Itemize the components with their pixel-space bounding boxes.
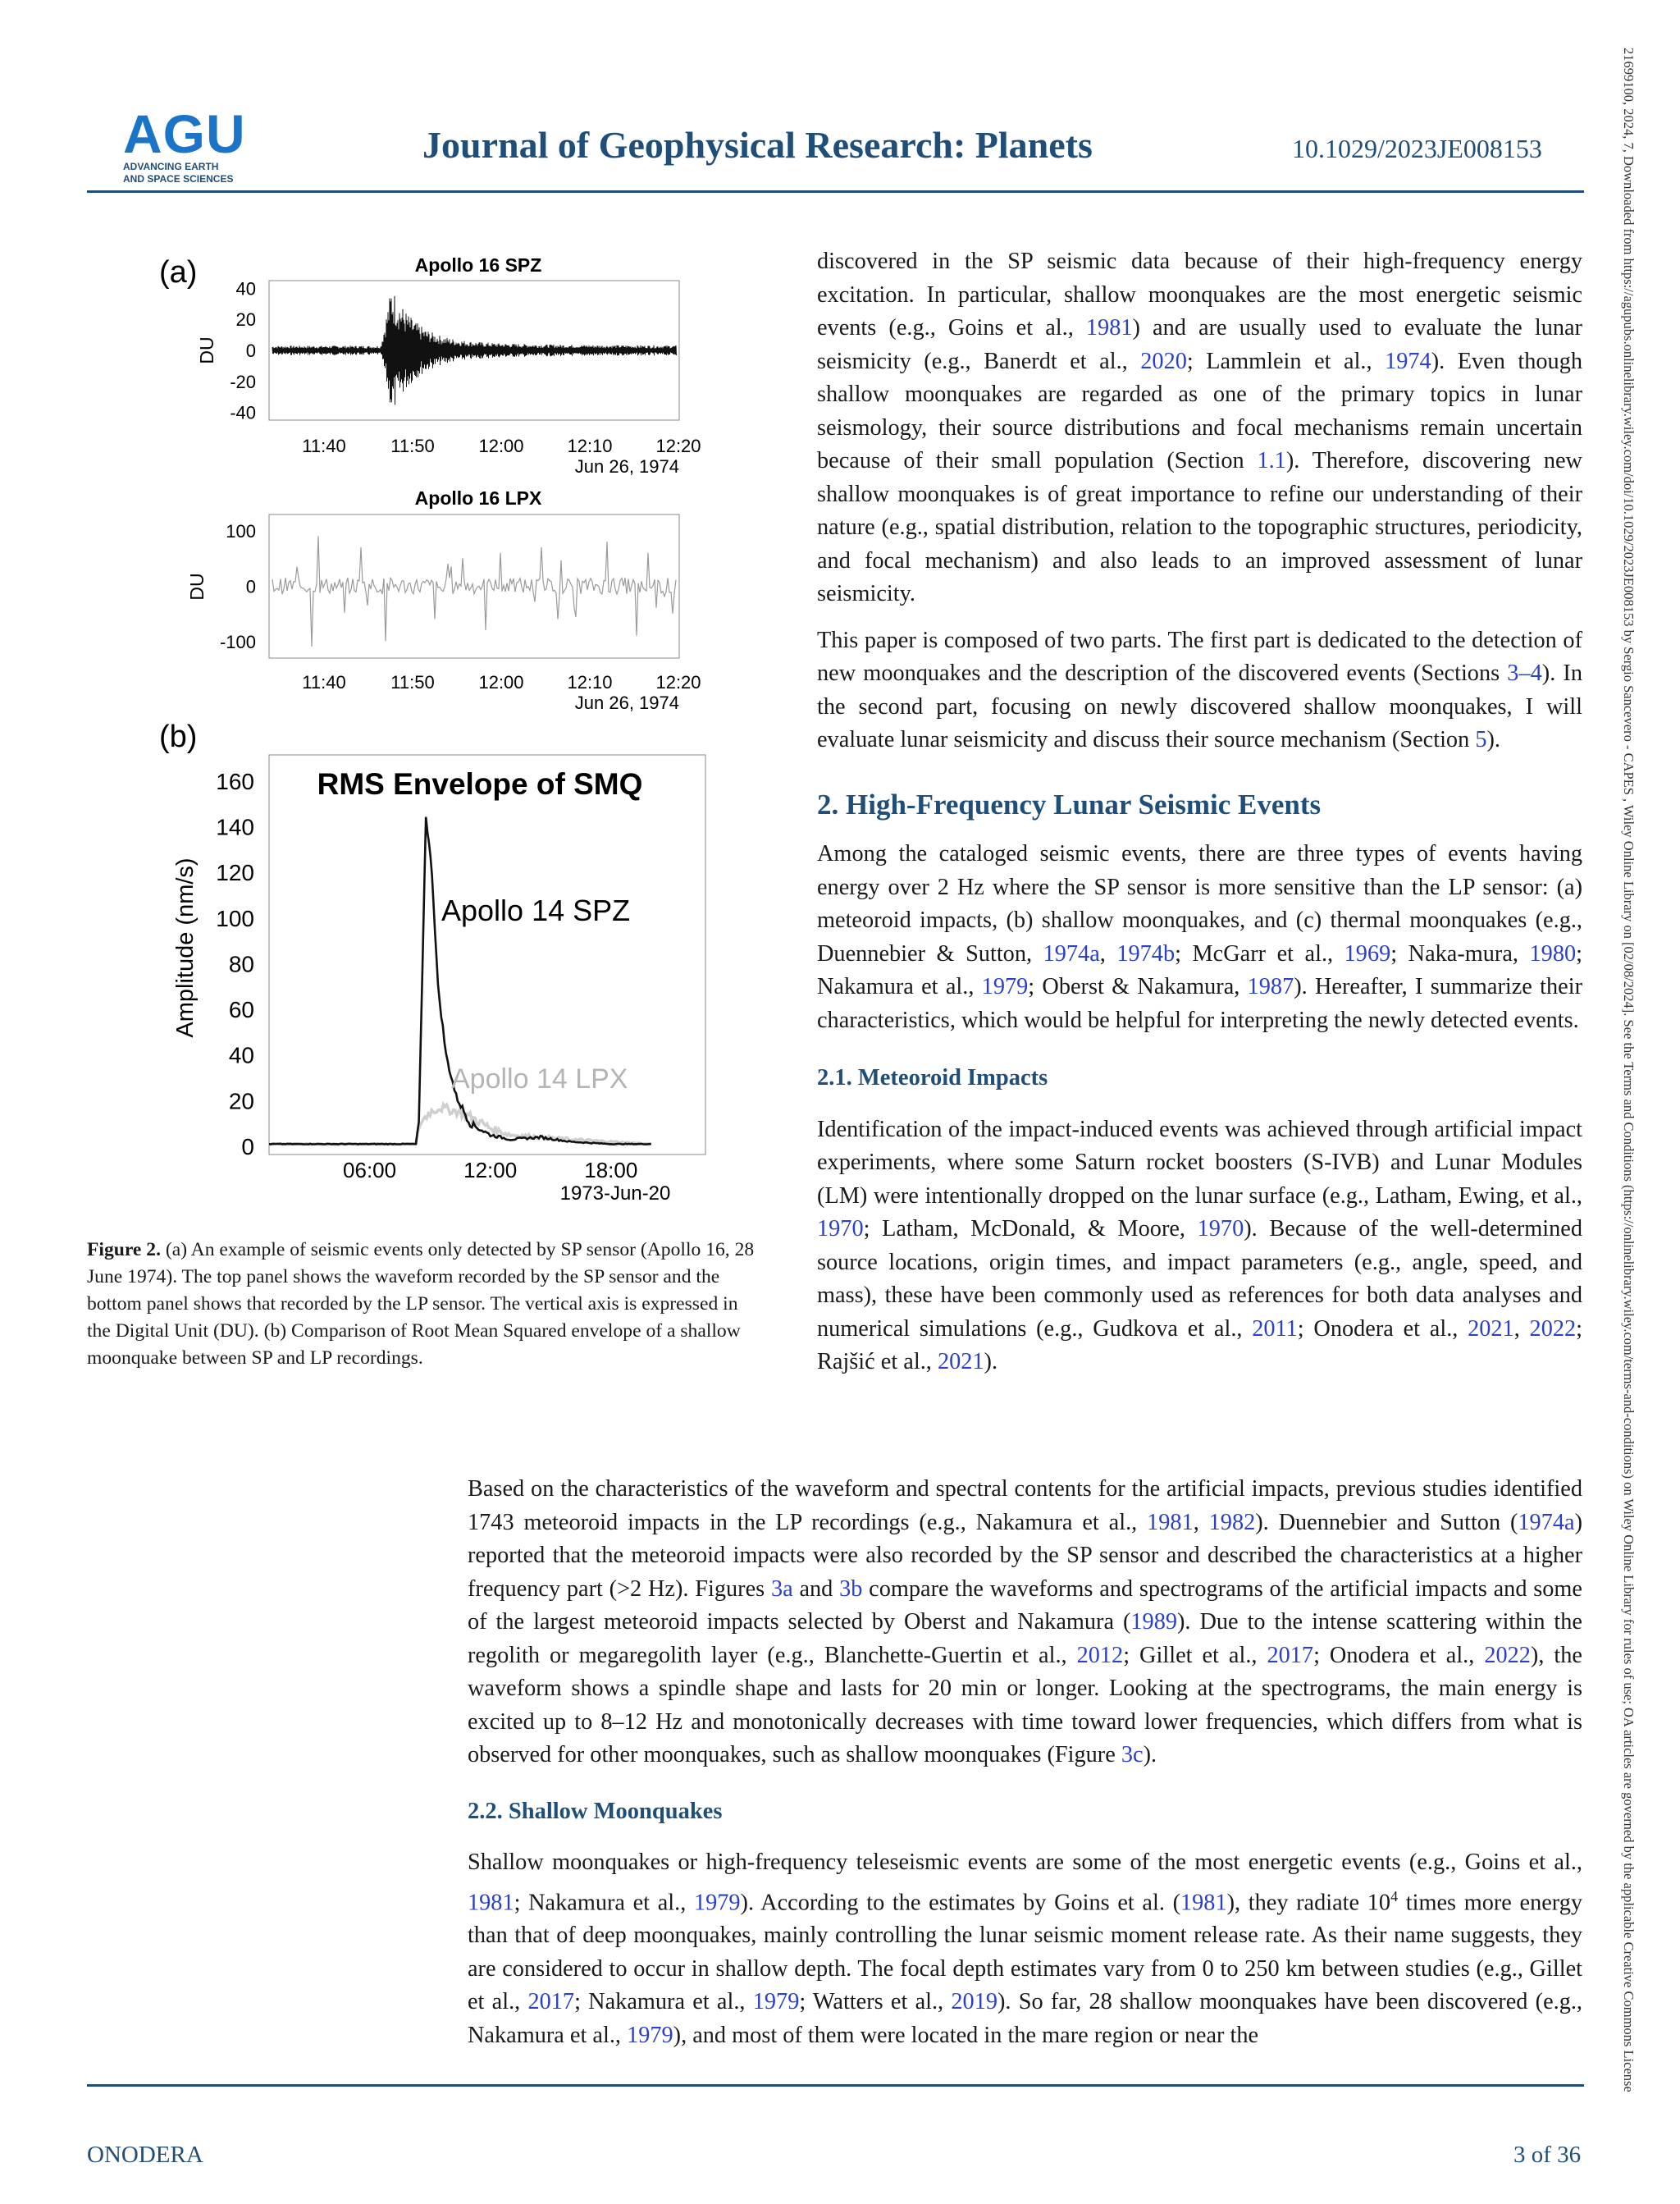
y-tick-label: 20 [228, 1088, 254, 1114]
rms-y-ticks [216, 769, 254, 1159]
doi: 10.1029/2023JE008153 [1292, 134, 1542, 163]
citation-link[interactable]: 1981 [1180, 1889, 1227, 1915]
citation-link[interactable]: 2020 [1140, 348, 1187, 374]
figure-link[interactable]: 3a [770, 1575, 793, 1602]
spz-x-ticks [302, 436, 701, 456]
y-tick-label: 0 [241, 1134, 254, 1159]
y-tick-label: 140 [216, 814, 254, 840]
lpx-waveform [272, 536, 676, 647]
y-tick-label: 160 [216, 768, 254, 794]
spz-y-label: DU [196, 336, 217, 364]
lpx-date: Jun 26, 1974 [574, 693, 679, 713]
spz-y-ticks [230, 278, 256, 423]
x-tick-label: 12:00 [463, 1158, 518, 1182]
citation-link[interactable]: 1979 [752, 1989, 800, 2015]
citation-link[interactable]: 1974a [1518, 1509, 1575, 1535]
meteoroid-paragraph: Identification of the impact-induced events was achieved through artificial impact experiments, where some Saturn rocket boosters (S-IVB) and Lunar Modules (LM) were intentionally dropped on the lunar surface (e.g., Latham, Ewing, et al., 1970; Latham, McDonald, & Moore, 1970). Because of the well-determined source locations, origin times, and impact parameters (e.g., angle, speed, and mass), these have been commonly used as references for both data analyses and numerical simulations (e.g., Gudkova et al., 2011; Onodera et al., 2021, 2022; Rajšić et al., 2021). [817, 1116, 1583, 1374]
agu-logo-sub2: AND SPACE SCIENCES [123, 173, 234, 185]
x-tick-label: 12:10 [567, 436, 613, 456]
citation-link[interactable]: 2011 [1252, 1315, 1298, 1342]
rms-title: RMS Envelope of SMQ [317, 767, 643, 801]
citation-link[interactable]: 1979 [981, 974, 1029, 999]
panel-b-label: (b) [159, 720, 198, 754]
rms-date: 1973-Jun-20 [559, 1182, 671, 1205]
footer-author: ONODERA [87, 2142, 203, 2168]
spz-date: Jun 26, 1974 [574, 456, 679, 477]
rms-y-label: Amplitude (nm/s) [172, 857, 199, 1038]
shallow-moonquake-paragraph: Shallow moonquakes or high-frequency teleseismic events are some of the most energetic events (e.g., Goins et al., 1981; Nakamura et al., 1979). According to the estimates by Goins et al. (1981), they radiate $10^4$ times more energy than that of deep moonquakes, mainly controlling the lunar seismic moment release rate. As their name suggests, they are considered to occur in shallow depth. The focal depth estimates vary from 0 to 250 km between studies (e.g., Gillet et al., 2017; Nakamura et al., 1979; Watters et al., 2019). So far, 28 shallow moonquakes have been discovered (e.g., Nakamura et al., 1979), and most of them were located in the mare region or near the [468, 1850, 1583, 2048]
citation-link[interactable]: 1970 [817, 1216, 864, 1241]
section-link[interactable]: 5 [1475, 727, 1487, 752]
journal-title: Journal of Geophysical Research: Planets [422, 124, 1093, 166]
rms-x-ticks [343, 1158, 637, 1182]
citation-link[interactable]: 1981 [468, 1889, 514, 1915]
citation-link[interactable]: 1982 [1208, 1509, 1256, 1535]
citation-link[interactable]: 1989 [1130, 1609, 1177, 1635]
footer-page-number: 3 of 36 [1513, 2142, 1582, 2168]
y-tick-label: -100 [219, 631, 256, 652]
citation-link[interactable]: 1974a [1043, 940, 1100, 967]
citation-link[interactable]: 2012 [1076, 1642, 1124, 1668]
y-tick-label: -20 [230, 371, 256, 392]
x-tick-label: 06:00 [343, 1158, 397, 1182]
panel-a-label: (a) [159, 255, 198, 290]
citation-link[interactable]: 1970 [1197, 1216, 1244, 1241]
section-link[interactable]: 4 [1530, 661, 1542, 686]
lpx-y-label: DU [186, 573, 208, 601]
x-tick-label: 12:20 [655, 436, 701, 456]
citation-link[interactable]: 2021 [937, 1349, 984, 1374]
section-2-1-heading: 2.1. Meteoroid Impacts [817, 1065, 1048, 1091]
section-2-paragraph: Among the cataloged seismic events, there are three types of events having energy over 2 Hz where the SP sensor is more sensitive than the LP sensor: (a) meteoroid impacts, (b) shallow moonquakes, and (c) thermal moonquakes (e.g., Duennebier & Sutton, 1974a, 1974b; McGarr et al., 1969; Naka-mura, 1980; Nakamura et al., 1979; Oberst & Nakamura, 1987). Hereafter, I summarize their characteristics, which would be helpful for interpreting the newly detected events. [817, 841, 1582, 1033]
footer-rule [87, 2084, 1584, 2087]
intro-paragraph-2: This paper is composed of two parts. The first part is dedicated to the detection of new moonquakes and the description of the discovered events (Sections 3–4). In the second part, focusing on newly discovered shallow moonquakes, I will evaluate lunar seismicity and discuss their source mechanism (Section 5). [817, 627, 1582, 752]
spz-title: Apollo 16 SPZ [414, 254, 542, 276]
citation-link[interactable]: 2022 [1529, 1315, 1577, 1342]
y-tick-label: 100 [216, 905, 254, 931]
figure-caption [87, 1237, 758, 1372]
citation-link[interactable]: 1969 [1344, 940, 1391, 967]
y-tick-label: 20 [235, 309, 256, 331]
lower-text [468, 1473, 1582, 2065]
citation-link[interactable]: 2017 [1267, 1642, 1314, 1668]
meteoroid-paragraph-2: Based on the characteristics of the waveform and spectral contents for the artificial impacts, previous studies identified 1743 meteoroid impacts in the LP recordings (e.g., Nakamura et al., 1981, 1982). Duennebier and Sutton (1974a) reported that the meteoroid impacts were also recorded by the SP sensor and described the characteristics at a higher frequency part (>2 Hz). Figures 3a and 3b compare the waveforms and spectrograms of the artificial impacts and some of the largest meteoroid impacts selected by Oberst and Nakamura (1989). Due to the intense scattering within the regolith or megaregolith layer (e.g., Blanchette-Guertin et al., 2012; Gillet et al., 2017; Onodera et al., 2022), the waveform shows a spindle shape and lasts for 20 min or longer. Looking at the spectrograms, the main energy is excited up to 8–12 Hz and monotonically decreases with time toward lower frequencies, which differs from what is observed for other moonquakes, such as shallow moonquakes (Figure 3c). [468, 1476, 1582, 1767]
citation-link[interactable]: 1979 [627, 2022, 673, 2048]
citation-link[interactable]: 1987 [1247, 974, 1294, 999]
spz14-label: Apollo 14 SPZ [441, 894, 631, 927]
rms-series-lpx [269, 1104, 651, 1145]
figure-link[interactable]: 3c [1121, 1742, 1144, 1767]
x-tick-label: 11:50 [390, 436, 435, 456]
download-note: 21699100, 2024, 7, Downloaded from https://agupubs.onlinelibrary.wiley.com/doi/10.1029/2023JE008153 by Sergio Sancevero - CAPES , Wiley Online Library on [02/08/2024]. See the Terms and Conditions (https://onlinelibrary.wiley.com/terms-and-conditions) on Wiley Online Library for rules of use; OA articles are governed by the applicable Creative Commons License [1621, 48, 1637, 2092]
y-tick-label: 40 [228, 1042, 254, 1068]
rms-series-spz [269, 817, 651, 1145]
x-tick-label: 12:00 [478, 672, 524, 693]
x-tick-label: 11:40 [302, 436, 346, 456]
y-tick-label: 80 [228, 951, 254, 977]
y-tick-label: 120 [216, 860, 254, 886]
agu-logo-sub1: ADVANCING EARTH [123, 161, 219, 172]
citation-link[interactable]: 1981 [1147, 1509, 1194, 1535]
y-tick-label: 40 [235, 278, 256, 300]
citation-link[interactable]: 2019 [951, 1989, 998, 2015]
x-tick-label: 18:00 [584, 1158, 638, 1182]
x-tick-label: 12:20 [655, 672, 701, 693]
citation-link[interactable]: 1974b [1116, 940, 1176, 967]
x-tick-label: 11:50 [390, 672, 435, 693]
agu-logo-mark: AGU [123, 103, 246, 164]
figure-caption-text: (a) An example of seismic events only detected by SP sensor (Apollo 16, 28 June 1974). The top panel shows the waveform recorded by the SP sensor and the bottom panel shows that recorded by the LP sensor. The vertical axis is expressed in the Digital Unit (DU). (b) Comparison of Root Mean Squared envelope of a shallow moonquake between SP and LP recordings. [87, 1239, 755, 1369]
y-tick-label: -40 [230, 402, 256, 423]
lpx-y-ticks [220, 521, 256, 652]
citation-link[interactable]: 2017 [527, 1989, 575, 2015]
header-rule [87, 190, 1584, 193]
intro-paragraph-1: discovered in the SP seismic data because of their high-frequency energy excitation. In particular, shallow moonquakes are the most energetic seismic events (e.g., Goins et al., 1981) and are usually used to evaluate the lunar seismicity (e.g., Banerdt et al., 2020; Lammlein et al., 1974). Even though shallow moonquakes are regarded as one of the primary topics in lunar seismology, their source distributions and focal mechanisms remain uncertain because of their small population (Section 1.1). Therefore, discovering new shallow moonquakes is of great importance to refine our understanding of their nature (e.g., spatial distribution, relation to the topographic structures, periodicity, and focal mechanism) and also leads to an improved assessment of lunar seismicity. [817, 249, 1582, 606]
y-tick-label: 100 [226, 521, 256, 542]
x-tick-label: 11:40 [302, 672, 346, 693]
lpx14-label: Apollo 14 LPX [451, 1063, 628, 1095]
y-tick-label: 0 [245, 341, 256, 361]
section-2-2-heading: 2.2. Shallow Moonquakes [468, 1798, 723, 1824]
citation-link[interactable]: 1979 [693, 1889, 741, 1915]
citation-link[interactable]: 2022 [1484, 1642, 1531, 1668]
figure-caption-label: Figure 2. [87, 1239, 161, 1260]
section-link[interactable]: 3 [1507, 661, 1519, 686]
citation-link[interactable]: 2021 [1468, 1315, 1514, 1342]
right-column [817, 245, 1582, 1392]
citation-link[interactable]: 1981 [1085, 315, 1133, 341]
y-tick-label: 60 [228, 997, 254, 1023]
y-tick-label: 0 [245, 576, 256, 597]
figure-2 [148, 242, 804, 1227]
lpx-x-ticks [302, 672, 701, 693]
x-tick-label: 12:00 [478, 436, 524, 456]
section-link[interactable]: 1.1 [1257, 448, 1286, 473]
spz-waveform [272, 296, 677, 405]
lpx-title: Apollo 16 LPX [414, 487, 542, 509]
agu-logo [123, 103, 254, 189]
citation-link[interactable]: 1974 [1385, 348, 1431, 374]
x-tick-label: 12:10 [567, 672, 613, 693]
citation-link[interactable]: 1980 [1529, 940, 1577, 967]
section-2-heading: 2. High-Frequency Lunar Seismic Events [817, 788, 1322, 821]
figure-link[interactable]: 3b [839, 1575, 863, 1602]
